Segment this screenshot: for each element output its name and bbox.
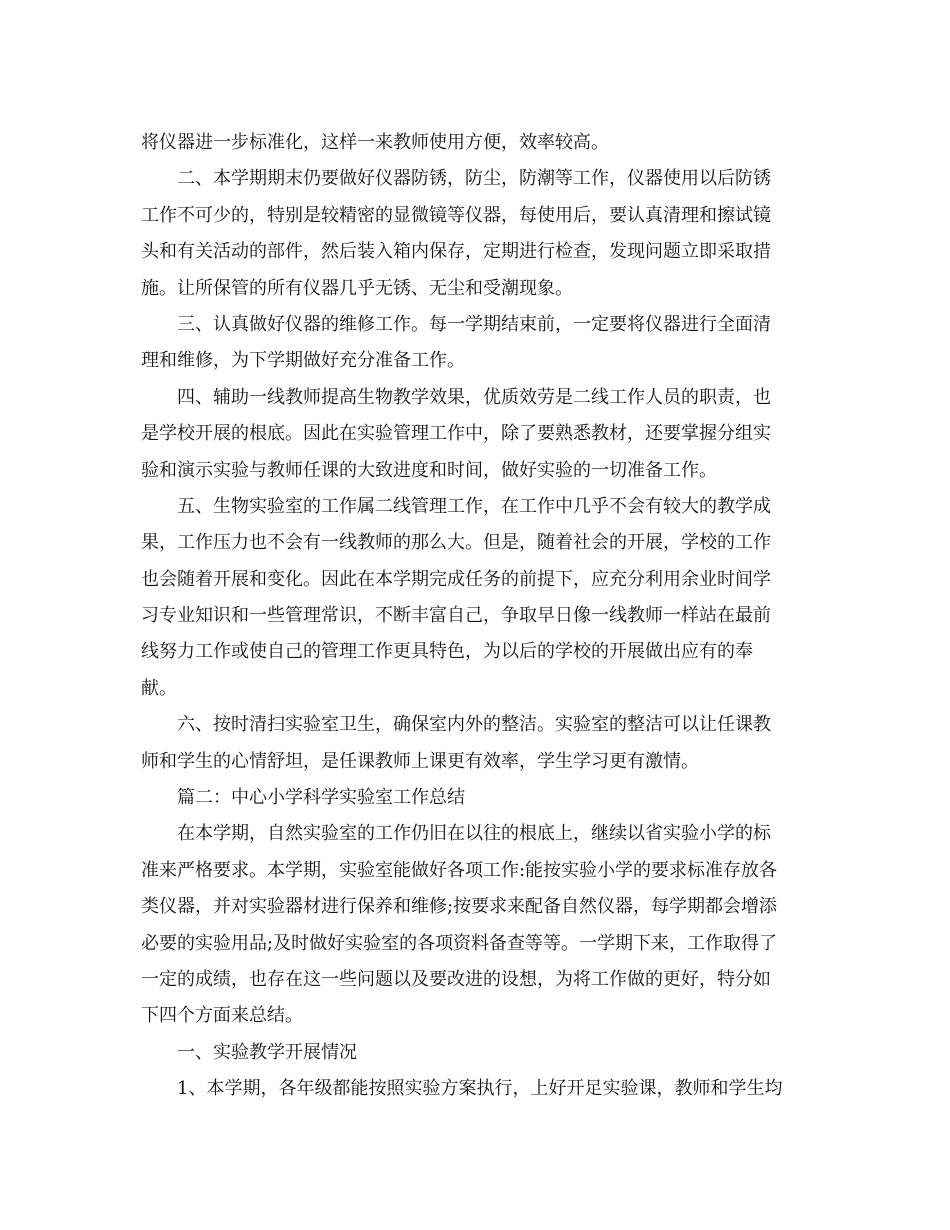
text-line: 下四个方面来总结。 xyxy=(141,1005,303,1027)
paragraph-start-line: 四、辅助一线教师提高生物教学效果，优质效劳是二线工作人员的职责，也 xyxy=(177,386,771,408)
text-line: 献。 xyxy=(141,677,177,699)
text-line: 理和维修，为下学期做好充分准备工作。 xyxy=(141,350,465,372)
section-heading: 篇二：中心小学科学实验室工作总结 xyxy=(177,787,465,809)
text-line: 是学校开展的根底。因此在实验管理工作中，除了要熟悉教材，还要掌握分组实 xyxy=(141,423,771,445)
text-line: 施。让所保管的所有仪器几乎无锈、无尘和受潮现象。 xyxy=(141,277,573,299)
text-line: 也会随着开展和变化。因此在本学期完成任务的前提下，应充分利用余业时间学 xyxy=(141,568,771,590)
text-line: 果，工作压力也不会有一线教师的那么大。但是，随着社会的开展，学校的工作 xyxy=(141,532,771,554)
text-line: 将仪器进一步标准化，这样一来教师使用方便，效率较高。 xyxy=(141,132,609,153)
text-line: 必要的实验用品;及时做好实验室的各项资料备查等等。一学期下来，工作取得了 xyxy=(141,932,778,954)
paragraph-start-line: 五、生物实验室的工作属二线管理工作，在工作中几乎不会有较大的教学成 xyxy=(177,495,771,517)
text-line: 师和学生的心情舒坦，是任课教师上课更有效率，学生学习更有激情。 xyxy=(141,750,699,772)
text-line: 头和有关活动的部件，然后装入箱内保存，定期进行检查，发现问题立即采取措 xyxy=(141,241,771,263)
paragraph-start-line: 六、按时清扫实验室卫生，确保室内外的整洁。实验室的整洁可以让任课教 xyxy=(177,714,771,736)
paragraph-start-line: 三、认真做好仪器的维修工作。每一学期结束前，一定要将仪器进行全面清 xyxy=(177,313,771,335)
text-line: 验和演示实验与教师任课的大致进度和时间，做好实验的一切准备工作。 xyxy=(141,459,717,481)
paragraph-start-line: 1、本学期，各年级都能按照实验方案执行，上好开足实验课，教师和学生均 xyxy=(177,1078,783,1100)
document-body xyxy=(141,125,821,1108)
text-line: 准来严格要求。本学期，实验室能做好各项工作:能按实验小学的要求标准存放各 xyxy=(141,859,778,881)
text-line: 工作不可少的，特别是较精密的显微镜等仪器，每使用后，要认真清理和擦试镜 xyxy=(141,204,771,226)
subsection-heading: 一、实验教学开展情况 xyxy=(177,1041,357,1063)
paragraph-start-line: 二、本学期期末仍要做好仪器防锈，防尘，防潮等工作，仪器使用以后防锈 xyxy=(177,168,771,190)
text-line: 类仪器，并对实验器材进行保养和维修;按要求来配备自然仪器，每学期都会增添 xyxy=(141,896,778,918)
text-line: 一定的成绩，也存在这一些问题以及要改进的设想，为将工作做的更好，特分如 xyxy=(141,968,771,990)
text-line: 线努力工作或使自己的管理工作更具特色，为以后的学校的开展做出应有的奉 xyxy=(141,641,753,663)
paragraph-start-line: 在本学期，自然实验室的工作仍旧在以往的根底上，继续以省实验小学的标 xyxy=(177,823,771,845)
text-line: 习专业知识和一些管理常识，不断丰富自己，争取早日像一线教师一样站在最前 xyxy=(141,605,771,627)
